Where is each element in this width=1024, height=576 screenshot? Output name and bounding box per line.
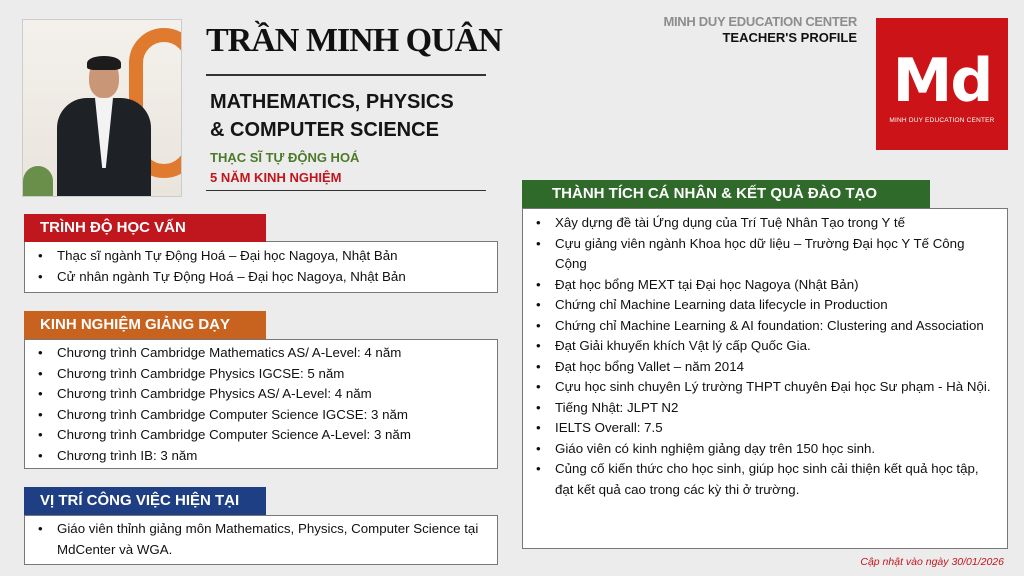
divider [206, 74, 486, 76]
list-item: • Cựu giảng viên ngành Khoa học dữ liệu – Trường Đại học Y Tế Công Cộng [523, 234, 997, 275]
list-item: • Thạc sĩ ngành Tự Động Hoá – Đại học Nagoya, Nhật Bản [25, 246, 497, 267]
logo-mark: Md [892, 46, 992, 116]
center-logo [876, 18, 1008, 150]
teacher-photo [22, 19, 182, 197]
teaching-box [24, 339, 498, 469]
list-item: • Chương trình IB: 3 năm [25, 446, 497, 467]
list-item: • Chương trình Cambridge Physics IGCSE: 5 năm [25, 364, 497, 385]
list-item: • IELTS Overall: 7.5 [523, 418, 997, 439]
list-item: • Cử nhân ngành Tự Động Hoá – Đại học Nagoya, Nhật Bản [25, 267, 497, 288]
education-box [24, 241, 498, 293]
center-name: MINH DUY EDUCATION CENTER [663, 14, 857, 29]
updated-date: Cập nhật vào ngày 30/01/2026 [860, 556, 1004, 568]
list-item: • Chương trình Cambridge Physics AS/ A-Level: 4 năm [25, 384, 497, 405]
list-item: • Chương trình Cambridge Mathematics AS/ A-Level: 4 năm [25, 343, 497, 364]
list-item: • Chứng chỉ Machine Learning data lifecycle in Production [523, 295, 997, 316]
teacher-name: TRẦN MINH QUÂN [206, 22, 502, 59]
list-item: • Giáo viên thỉnh giảng môn Mathematics, Physics, Computer Science tại MdCenter và WGA. [25, 519, 489, 560]
list-item: • Đạt học bổng MEXT tại Đại học Nagoya (Nhật Bản) [523, 275, 997, 296]
list-item: • Chương trình Cambridge Computer Science IGCSE: 3 năm [25, 405, 497, 426]
list-item: • Tiếng Nhật: JLPT N2 [523, 398, 997, 419]
position-box [24, 515, 498, 565]
teaching-title: KINH NGHIỆM GIẢNG DẠY [24, 311, 266, 339]
experience-label: 5 NĂM KINH NGHIỆM [210, 170, 342, 185]
profile-label: TEACHER'S PROFILE [722, 30, 857, 45]
center-heading [663, 14, 857, 46]
achievements-box [522, 208, 1008, 549]
education-title: TRÌNH ĐỘ HỌC VẤN [24, 214, 266, 242]
list-item: • Đạt Giải khuyến khích Vật lý cấp Quốc Gia. [523, 336, 997, 357]
position-title: VỊ TRÍ CÔNG VIỆC HIỆN TẠI [24, 487, 266, 515]
achievements-title: THÀNH TÍCH CÁ NHÂN & KẾT QUẢ ĐÀO TẠO [522, 180, 930, 208]
list-item: • Củng cố kiến thức cho học sinh, giúp học sinh cải thiện kết quả học tập, đạt kết quả cao trong các kỳ thi ở trường. [523, 459, 997, 500]
list-item: • Xây dựng đề tài Ứng dụng của Trí Tuệ Nhân Tạo trong Y tế [523, 213, 997, 234]
teaching-subjects [210, 88, 454, 144]
list-item: • Giáo viên có kinh nghiệm giảng dạy trên 150 học sinh. [523, 439, 997, 460]
logo-text: MINH DUY EDUCATION CENTER [889, 117, 995, 124]
degree-label: THẠC SĨ TỰ ĐỘNG HOÁ [210, 150, 360, 165]
list-item: • Chương trình Cambridge Computer Science A-Level: 3 năm [25, 425, 497, 446]
list-item: • Cựu học sinh chuyên Lý trường THPT chuyên Đại học Sư phạm - Hà Nội. [523, 377, 997, 398]
subject-line-1: MATHEMATICS, PHYSICS [210, 91, 454, 113]
list-item: • Đạt học bổng Vallet – năm 2014 [523, 357, 997, 378]
divider [206, 190, 486, 191]
list-item: • Chứng chỉ Machine Learning & AI foundation: Clustering and Association [523, 316, 997, 337]
subject-line-2: & COMPUTER SCIENCE [210, 119, 439, 141]
